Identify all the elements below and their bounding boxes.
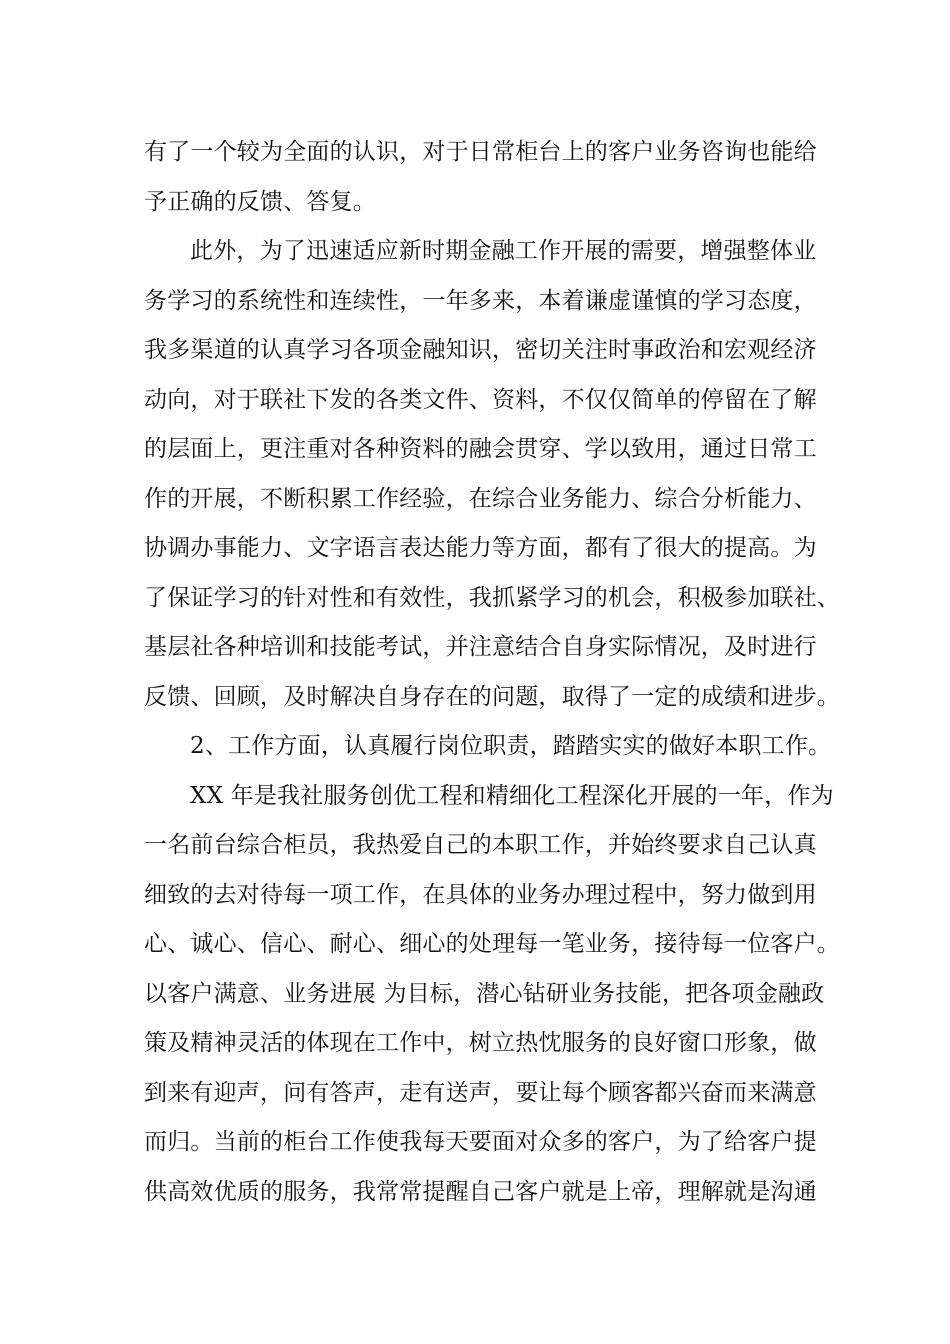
text-line: 予正确的反馈、答复。 [144, 188, 376, 215]
text-line: 作的开展，不断积累工作经验，在综合业务能力、综合分析能力、 [144, 485, 817, 512]
text-line: 动向，对于联社下发的各类文件、资料，不仅仅简单的停留在了解 [144, 386, 817, 413]
text-line: 的层面上，更注重对各种资料的融会贯穿、学以致用，通过日常工 [144, 436, 817, 462]
text-line: 到来有迎声，问有答声，走有送声，要让每个顾客都兴奋而来满意 [144, 1079, 817, 1106]
text-line: 协调办事能力、文字语言表达能力等方面，都有了很大的提高。为 [144, 535, 817, 561]
text-line: 一名前台综合柜员，我热爱自己的本职工作，并始终要求自己认真 [144, 832, 817, 858]
text-line: 有了一个较为全面的认识，对于日常柜台上的客户业务咨询也能给 [144, 139, 817, 165]
text-line: 了保证学习的针对性和有效性，我抓紧学习的机会，积极参加联社、 [144, 584, 840, 611]
text-line: XX 年是我社服务创优工程和精细化工程深化开展的一年，作为 [190, 782, 834, 809]
text-line: 反馈、回顾，及时解决自身存在的问题，取得了一定的成绩和进步。 [144, 683, 840, 710]
text-line: 基层社各种培训和技能考试，并注意结合自身实际情况，及时进行 [144, 634, 817, 660]
text-line: 我多渠道的认真学习各项金融知识，密切关注时事政治和宏观经济 [144, 337, 817, 363]
text-line: 以客户满意、业务进展 为目标，潜心钻研业务技能，把各项金融政 [144, 980, 825, 1007]
text-line: 此外，为了迅速适应新时期金融工作开展的需要，增强整体业 [190, 238, 817, 264]
text-line: 细致的去对待每一项工作，在具体的业务办理过程中，努力做到用 [144, 881, 817, 908]
text-line: 策及精神灵活的体现在工作中，树立热忱服务的良好窗口形象，做 [144, 1030, 817, 1056]
text-line: 心、诚心、信心、耐心、细心的处理每一笔业务，接待每一位客户。 [144, 931, 840, 957]
section-heading: 2、工作方面，认真履行岗位职责，踏踏实实的做好本职工作。 [190, 733, 832, 759]
text-line: 务学习的系统性和连续性，一年多来，本着谦虚谨慎的学习态度， [144, 287, 817, 314]
document-body [144, 128, 840, 1217]
text-line: 而归。当前的柜台工作使我每天要面对众多的客户，为了给客户提 [144, 1129, 817, 1155]
text-line: 供高效优质的服务，我常常提醒自己客户就是上帝，理解就是沟通 [144, 1178, 817, 1205]
